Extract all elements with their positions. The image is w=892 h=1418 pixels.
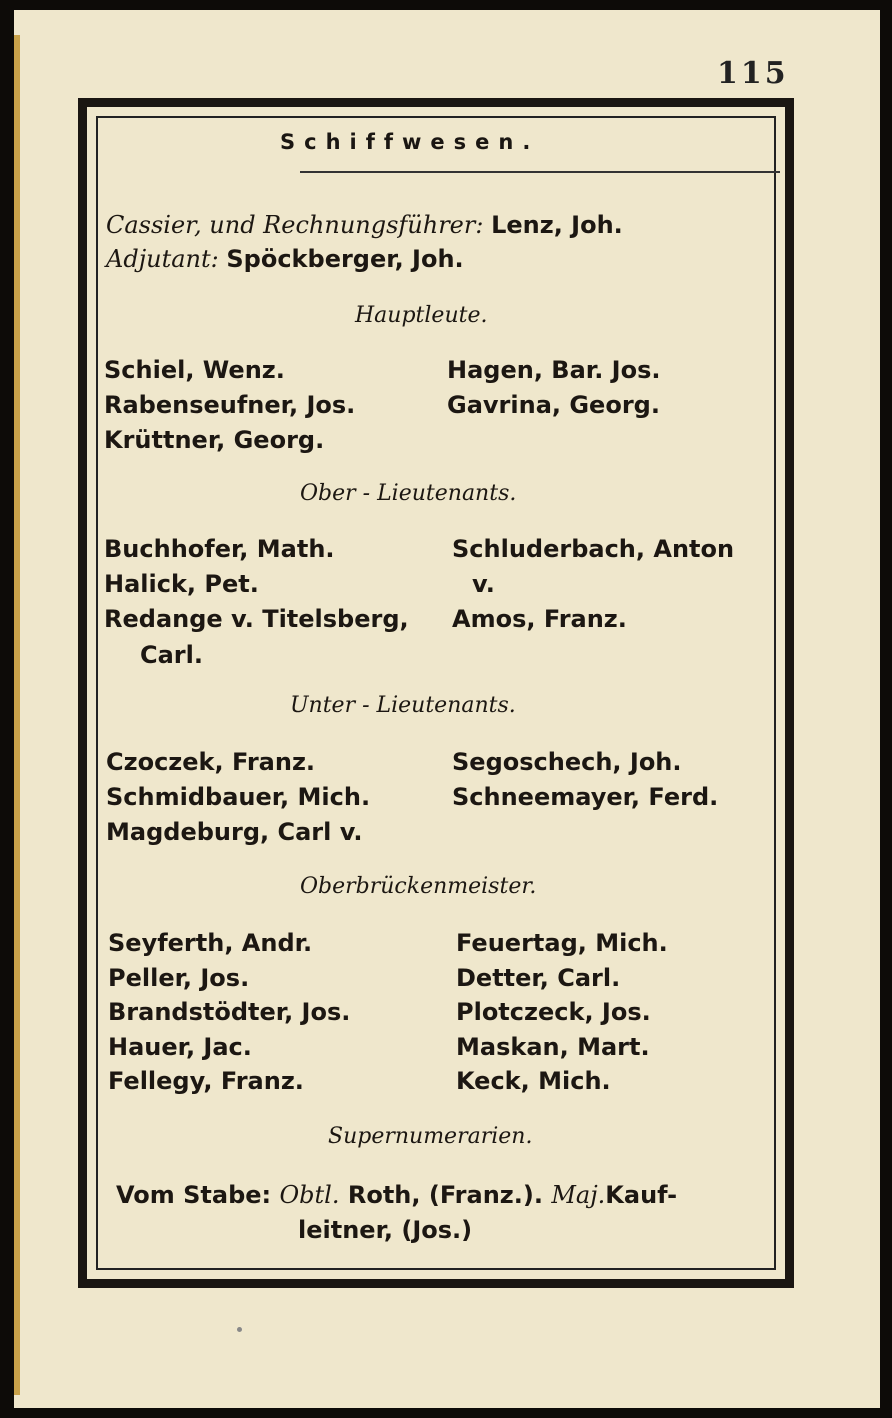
section-heading-unter-lieutenants: Unter - Lieutenants. (290, 693, 516, 718)
list-item: Schluderbach, Anton (452, 535, 735, 563)
list-item: Redange v. Titelsberg, (104, 605, 409, 633)
list-item: Schiel, Wenz. (104, 356, 285, 384)
rank-label: Obtl. (279, 1181, 340, 1209)
page-title: Schiffwesen. (280, 130, 540, 154)
list-item: Feuertag, Mich. (456, 929, 668, 957)
title-rule (300, 171, 780, 173)
supernumerary-line (116, 1181, 677, 1209)
list-item: Hauer, Jac. (108, 1033, 252, 1061)
list-item: Magdeburg, Carl v. (106, 818, 363, 846)
list-item: Maskan, Mart. (456, 1033, 650, 1061)
supernumerary-continuation: leitner, (Jos.) (298, 1216, 473, 1244)
list-item: Krüttner, Georg. (104, 426, 325, 454)
list-item: Hagen, Bar. Jos. (447, 356, 661, 384)
supernumerary-name: Kauf- (605, 1181, 678, 1209)
list-item: Gavrina, Georg. (447, 391, 660, 419)
rank-label: Maj. (551, 1181, 606, 1209)
list-item: Detter, Carl. (456, 964, 621, 992)
section-heading-hauptleute: Hauptleute. (355, 303, 488, 328)
page-number: 115 (717, 56, 789, 91)
list-item: Amos, Franz. (452, 605, 627, 633)
list-item: v. (472, 570, 495, 598)
adjutant-name: Spöckberger, Joh. (226, 245, 464, 273)
supernumerary-name: Roth, (Franz.). (347, 1181, 543, 1209)
adjutant-line (106, 245, 464, 273)
list-item: Segoschech, Joh. (452, 748, 682, 776)
cashier-name: Lenz, Joh. (491, 211, 623, 239)
list-item: Buchhofer, Math. (104, 535, 335, 563)
section-heading-oberbrueckenmeister: Oberbrückenmeister. (300, 874, 537, 899)
supernumerary-prefix: Vom Stabe: (116, 1181, 272, 1209)
list-item: Keck, Mich. (456, 1067, 611, 1095)
cashier-line (106, 211, 623, 239)
adjutant-role: Adjutant: (106, 245, 219, 273)
list-item: Halick, Pet. (104, 570, 259, 598)
list-item: Plotczeck, Jos. (456, 998, 651, 1026)
binding-edge (14, 35, 20, 1395)
list-item: Carl. (140, 641, 203, 669)
cashier-role: Cassier, und Rechnungsführer: (106, 211, 484, 239)
list-item: Brandstödter, Jos. (108, 998, 351, 1026)
section-heading-supernumerarien: Supernumerarien. (328, 1124, 533, 1149)
section-heading-ober-lieutenants: Ober - Lieutenants. (300, 481, 517, 506)
ink-speck (237, 1327, 242, 1332)
list-item: Czoczek, Franz. (106, 748, 316, 776)
list-item: Fellegy, Franz. (108, 1067, 304, 1095)
list-item: Schmidbauer, Mich. (106, 783, 371, 811)
list-item: Schneemayer, Ferd. (452, 783, 719, 811)
list-item: Seyferth, Andr. (108, 929, 313, 957)
list-item: Rabenseufner, Jos. (104, 391, 356, 419)
list-item: Peller, Jos. (108, 964, 250, 992)
